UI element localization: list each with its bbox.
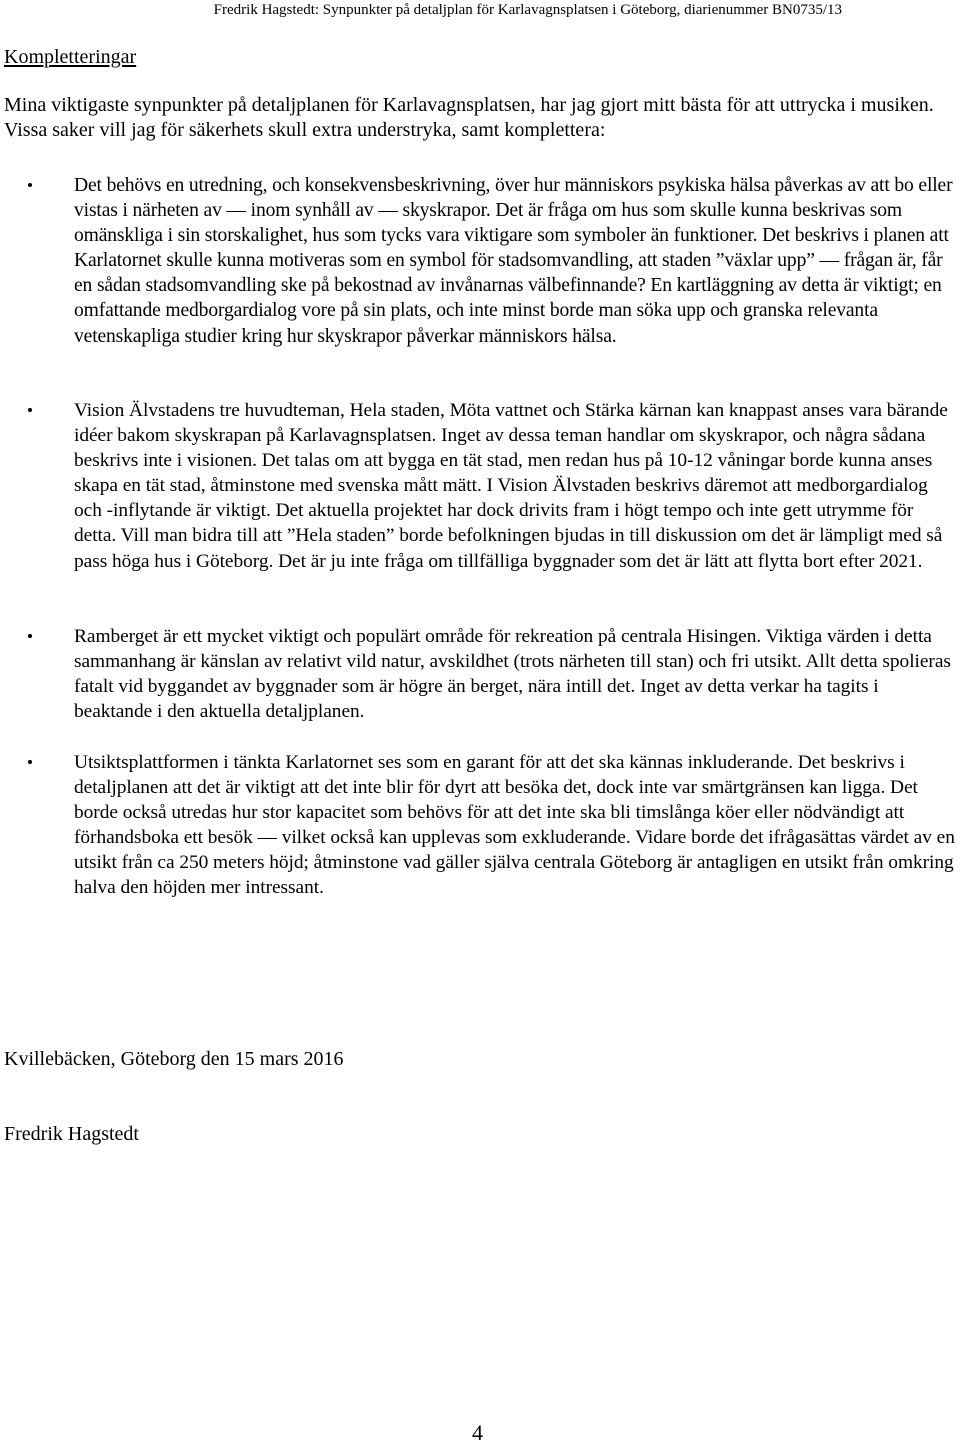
bullet-dot-icon	[28, 634, 32, 638]
intro-paragraph: Mina viktigaste synpunkter på detaljplanen för Karlavagnsplatsen, har jag gjort mitt bästa för att uttrycka i musiken. Vissa saker vill jag för säkerhets skull extra understryka, samt komplettera:	[4, 94, 934, 141]
bullet-dot-icon	[28, 408, 32, 412]
bullet-text: Utsiktsplattformen i tänkta Karlatornet ses som en garant för att det ska kännas inkluderande. Det beskrivs i detaljplanen att det är viktigt att det inte blir för dyrt att besöka det, dock inte var smärtgränsen kan ligga. Det borde också utredas hur stor kapacitet som behövs för att det inte ska bli timslånga köer eller nödvändigt att förhandsboka ett besök — vilket också kan upplevas som exkluderande. Vidare borde det ifrågasättas värdet av en utsikt från ca 250 meters höjd; åtminstone vad gäller själva centrala Göteborg är antagligen en utsikt från omkring halva den höjden mer intressant.	[74, 752, 955, 899]
signature-name: Fredrik Hagstedt	[4, 1123, 139, 1145]
bullet-text: Ramberget är ett mycket viktigt och populärt område för rekreation på centrala Hisingen. Viktiga värden i detta sammanhang är känslan av relativt vild natur, avskildhet (trots närheten till stan) och fri utsikt. Allt detta spolieras fatalt vid byggandet av byggnader som är högre än berget, nära intill det. Inget av detta verkar ha tagits i beaktande i den aktuella detaljplanen.	[74, 626, 951, 723]
bullet-dot-icon	[28, 760, 32, 764]
place-and-date: Kvillebäcken, Göteborg den 15 mars 2016	[4, 1048, 344, 1070]
bullet-text: Vision Älvstadens tre huvudteman, Hela staden, Möta vattnet och Stärka kärnan kan knappast anses vara bärande idéer bakom skyskrapan på Karlavagnsplatsen. Inget av dessa teman handlar om skyskrapor, och några sådana beskrivs inte i visionen. Det talas om att bygga en tät stad, men redan hus på 10-12 våningar borde kunna anses skapa en tät stad, åtminstone med svenska mått mätt. I Vision Älvstaden beskrivs däremot att medborgardialog och -inflytande är viktigt. Det aktuella projektet har dock drivits fram i högt tempo och inte gett utrymme för detta. Vill man bidra till att ”Hela staden” borde befolkningen bjudas in till diskussion om det är lämpligt med så pass höga hus i Göteborg. Det är ju inte fråga om tillfälliga byggnader som det är lätt att flytta bort efter 2021.	[74, 400, 948, 572]
bullet-text: Det behövs en utredning, och konsekvensbeskrivning, över hur människors psykiska hälsa påverkas av att bo eller vistas i närheten av — inom synhåll av — skyskrapor. Det är fråga om hus som skulle kunna beskrivas som omänskliga i sin storskalighet, hus som tycks vara viktigare som symboler än funktioner. Det beskrivs i planen att Karlatornet skulle kunna motiveras som en symbol för stadsomvandling, att staden ”växlar upp” — frågan är, får en sådan stadsomvandling ske på bekostnad av invånarnas välbefinnande? En kartläggning av detta är viktigt; en omfattande medborgardialog vore på sin plats, och inte minst borde man söka upp och granska relevanta vetenskapliga studier kring hur skyskrapor påverkar människors hälsa.	[74, 175, 953, 347]
section-title: Kompletteringar	[4, 46, 137, 68]
bullet-dot-icon	[28, 183, 32, 187]
running-header: Fredrik Hagstedt: Synpunkter på detaljplan för Karlavagnsplatsen i Göteborg, diarienummer BN0735/13	[213, 2, 842, 18]
page-number: 4	[472, 1420, 483, 1445]
